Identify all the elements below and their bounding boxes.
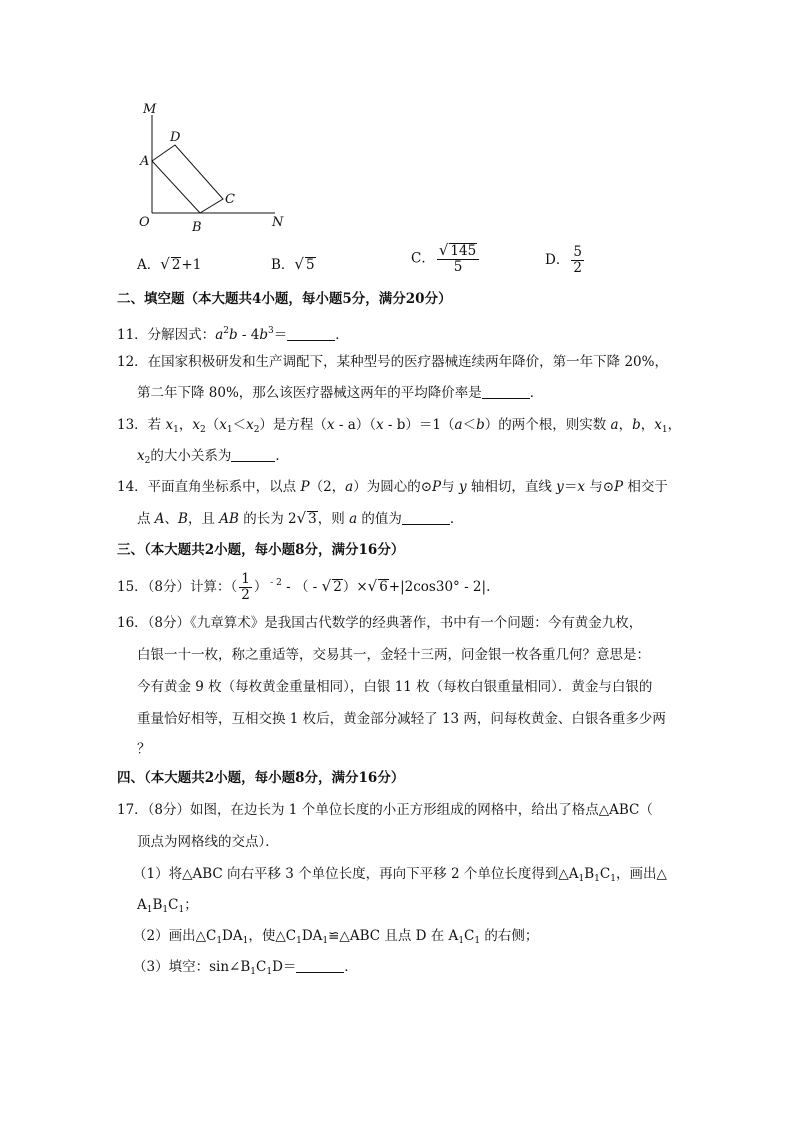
question-17-sub3: （3）填空：$\sin\angle B_1C_1D=$ ．	[133, 959, 358, 977]
answer-blank[interactable]	[287, 327, 335, 341]
question-15: 15．（8分）计算：（ $\frac{1}{2}$ ） $^{- 2}$ - （ - √ 2）×√ 6+|2cos30° - 2|.	[117, 571, 491, 603]
question-17-sub1: （1）将△ABC 向右平移 3 个单位长度，再向下平移 2 个单位长度得到$\triangle A_1B_1C_1$，画出△	[133, 866, 667, 884]
question-16-line2: 白银一十一枚，称之重适等，交易其一，金轻十三两，问金银一枚各重几何？意思是：	[137, 647, 650, 663]
question-17-line2: 顶点为网格线的交点）．	[137, 834, 279, 850]
label-b: B	[192, 220, 202, 235]
geometry-figure	[130, 95, 300, 240]
question-14-line1: 14．平面直角坐标系中，以点 P（2，a）为圆心的⊙P与 y 轴相切，直线 y＝x 与⊙P 相交于	[117, 479, 668, 495]
question-12-line2: 第二年下降 80%，那么该医疗器械这两年的平均降价率是 ．	[137, 385, 544, 401]
option-a: A．√ 2+1	[137, 255, 202, 273]
question-16-line1: 16．（8分）《九章算术》是我国古代数学的经典著作，书中有一个问题：今有黄金九枚，	[117, 615, 643, 631]
label-a: A	[140, 154, 150, 169]
question-17-sub2: （2）画出$\triangle C_1DA_1$，使$\triangle C_1DA_1≌\triangle ABC$ 且点 D 在 $A_1C_1$ 的右侧；	[133, 928, 539, 946]
question-12-line1: 12．在国家积极研发和生产调配下，某种型号的医疗器械连续两年降价，第一年下降 20%，	[117, 354, 668, 370]
label-c: C	[225, 192, 235, 207]
section-heading-3: 三、（本大题共2小题，每小题8分，满分16分）	[117, 542, 405, 558]
answer-blank[interactable]	[402, 511, 450, 525]
question-16-line5: ？	[137, 741, 151, 757]
question-16-line3: 今有黄金 9 枚（每枚黄金重量相同），白银 11 枚（每枚白银重量相同）．黄金与白银的	[137, 679, 653, 695]
section-heading-4: 四、（本大题共2小题，每小题8分，满分16分）	[117, 770, 405, 786]
rectangle-abcd	[152, 145, 223, 213]
question-16-line4: 重量恰好相等，互相交换 1 枚后，黄金部分减轻了 13 两，问每枚黄金、白银各重多少两	[137, 711, 666, 727]
option-c: C． $\frac{√ 145}{5}$	[411, 243, 481, 275]
question-13-line2: $x_2$的大小关系为 ．	[137, 448, 289, 466]
answer-blank[interactable]	[296, 959, 344, 973]
answer-blank[interactable]	[231, 448, 275, 462]
option-d: D． $\frac{5}{2}$	[545, 244, 582, 276]
label-m: M	[143, 102, 157, 117]
question-17-line1: 17．（8分）如图，在边长为 1 个单位长度的小正方形组成的网格中，给出了格点△ABC（	[117, 802, 653, 818]
answer-blank[interactable]	[482, 385, 530, 399]
label-d: D	[170, 130, 181, 145]
label-n: N	[272, 215, 284, 230]
question-13-line1: 13．若 $x_1$，$x_2(x_1<x_2)$是方程（x - a）（x - b）＝1（a＜b）的两个根，则实数 a，b，$x_1$，	[117, 417, 682, 435]
option-b: B．√ 5	[271, 255, 315, 273]
section-heading-fill-in: 二、填空题（本大题共4小题，每小题5分，满分20分）	[117, 291, 452, 307]
question-11: 11．分解因式：$a^2b - 4b^3=$ ．	[117, 326, 349, 343]
label-o: O	[139, 215, 150, 230]
question-14-line2: 点 A、B，且 AB 的长为 2√ 3，则 a 的值为 ．	[137, 509, 464, 527]
question-17-sub1-line2: $A_1B_1C_1$；	[137, 897, 198, 915]
